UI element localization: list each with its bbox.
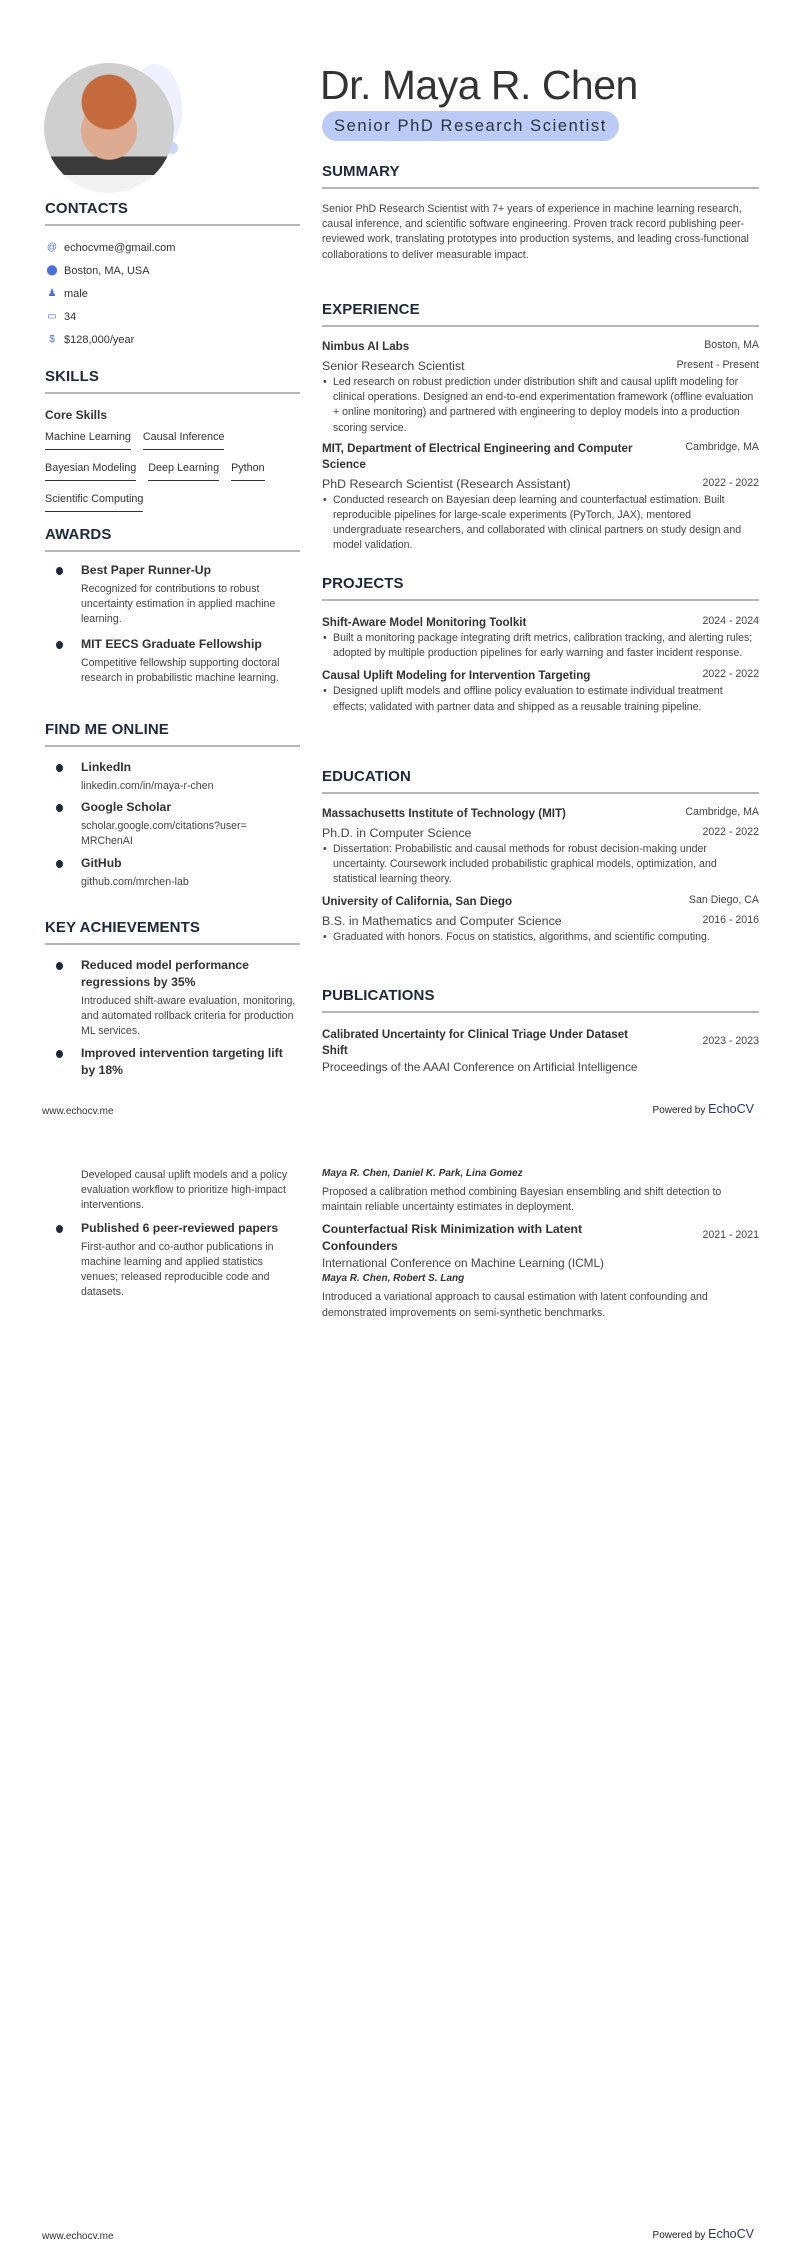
achievements-heading: KEY ACHIEVEMENTS bbox=[45, 919, 300, 945]
publication-item bbox=[322, 1027, 759, 1075]
contacts-heading: CONTACTS bbox=[45, 200, 300, 226]
education-degree-row bbox=[322, 912, 759, 930]
publication-desc: Introduced a variational approach to causal estimation with latent confounding and demonstrated improvements on semi-synthetic benchmarks. bbox=[322, 1291, 708, 1319]
education-dates: 2022 - 2022 bbox=[702, 826, 759, 838]
calendar-icon: ▭ bbox=[47, 311, 57, 322]
job-dates: 2022 - 2022 bbox=[702, 476, 759, 489]
summary-section bbox=[322, 163, 759, 263]
achievement-title: Improved intervention targeting lift by 18% bbox=[81, 1045, 283, 1077]
bullet-dot bbox=[56, 962, 63, 970]
profile-url[interactable]: linkedin.com/in/maya-r-chen bbox=[81, 780, 214, 792]
online-heading: FIND ME ONLINE bbox=[45, 721, 300, 747]
dollar-coin-icon: $ bbox=[49, 334, 55, 345]
skill-tag: Python bbox=[231, 462, 265, 481]
skill-tag: Deep Learning bbox=[148, 462, 219, 481]
achievements-section bbox=[45, 919, 300, 1079]
bullet-dot bbox=[56, 804, 63, 812]
skills-group-label: Core Skills bbox=[45, 408, 108, 422]
job-dates: Present - Present bbox=[676, 359, 759, 371]
contact-item bbox=[45, 305, 300, 328]
award-item bbox=[45, 562, 300, 628]
profile-name: GitHub bbox=[81, 855, 122, 870]
avatar bbox=[44, 63, 174, 193]
education-bullets bbox=[322, 930, 759, 945]
project-header bbox=[322, 668, 759, 684]
brand-name: EchoCV bbox=[708, 1102, 754, 1116]
contact-item bbox=[45, 328, 300, 351]
person-icon: ♟ bbox=[47, 288, 57, 299]
experience-item bbox=[322, 339, 759, 436]
publication-dates: 2021 - 2021 bbox=[702, 1229, 759, 1242]
publication-item bbox=[322, 1221, 759, 1320]
bullet-point: • Designed uplift models and offline policy evaluation to estimate individual treatment effects; validated with partner data and shipped as a reusable training pipeline. bbox=[333, 684, 759, 714]
company-name: MIT, Department of Electrical Engineering and Computer Science bbox=[322, 441, 633, 471]
powered-by-label: Powered by bbox=[652, 1105, 706, 1116]
project-bullets bbox=[322, 631, 759, 661]
experience-heading: EXPERIENCE bbox=[322, 301, 759, 327]
candidate-name: Dr. Maya R. Chen bbox=[320, 62, 638, 108]
profile-name: Google Scholar bbox=[81, 800, 172, 815]
awards-heading: AWARDS bbox=[45, 526, 300, 552]
publication-title: Calibrated Uncertainty for Clinical Triage Under Dataset Shift bbox=[322, 1028, 629, 1057]
achievement-item bbox=[45, 1220, 300, 1301]
experience-item bbox=[322, 441, 759, 554]
award-title: MIT EECS Graduate Fellowship bbox=[81, 636, 262, 651]
achievements-continued bbox=[45, 1168, 300, 1300]
school-location: San Diego, CA bbox=[688, 893, 759, 906]
profile-name: LinkedIn bbox=[81, 760, 132, 774]
award-desc: Competitive fellowship supporting doctoral research in probabilistic machine learning. bbox=[81, 656, 280, 684]
contact-item bbox=[45, 236, 300, 259]
degree: Ph.D. in Computer Science bbox=[322, 826, 472, 840]
skill-tag: Causal Inference bbox=[143, 431, 225, 450]
award-item bbox=[45, 636, 300, 686]
bullet-dot bbox=[56, 1225, 63, 1233]
award-title: Best Paper Runner-Up bbox=[81, 563, 212, 577]
bullet-point: • Conducted research on Bayesian deep learning and counterfactual estimation. Built reproducible pipelines for large-scale experiments (PyTorch, JAX), mentored undergraduate researchers, and collaborated with clinical partners on study design and model validation. bbox=[333, 493, 759, 554]
summary-heading: SUMMARY bbox=[322, 163, 759, 189]
company-name: Nimbus AI Labs bbox=[322, 340, 410, 353]
contact-text: Boston, MA, USA bbox=[64, 264, 150, 277]
education-item bbox=[322, 806, 759, 888]
publication-title: Counterfactual Risk Minimization with Latent Confounders bbox=[322, 1222, 583, 1254]
project-title: Shift-Aware Model Monitoring Toolkit bbox=[322, 616, 527, 629]
achievement-desc: Introduced shift-aware evaluation, monitoring, and automated rollback criteria for production ML services. bbox=[81, 995, 296, 1038]
contact-text: male bbox=[64, 287, 88, 300]
project-bullets bbox=[322, 684, 759, 714]
achievement-title: Reduced model performance regressions by 35% bbox=[81, 958, 249, 989]
publication-venue: International Conference on Machine Learning (ICML) bbox=[322, 1256, 604, 1271]
achievement-item bbox=[45, 1045, 300, 1079]
achievement-item bbox=[45, 957, 300, 1040]
projects-heading: PROJECTS bbox=[322, 575, 759, 601]
publications-heading: PUBLICATIONS bbox=[322, 987, 759, 1013]
bullet-point: • Built a monitoring package integrating drift metrics, calibration tracking, and alerting rules; adopted by multiple production pipelines for early warning and faster incident response. bbox=[333, 631, 759, 661]
education-header bbox=[322, 894, 759, 910]
achievement-item-continued bbox=[45, 1168, 300, 1214]
awards-section bbox=[45, 526, 300, 694]
education-heading: EDUCATION bbox=[322, 768, 759, 794]
projects-section bbox=[322, 575, 759, 722]
online-profile-item bbox=[45, 799, 300, 849]
location-pin-icon: ⬤ bbox=[46, 265, 58, 276]
skills-section bbox=[45, 368, 300, 520]
publication-authors: Maya R. Chen, Daniel K. Park, Lina Gomez bbox=[322, 1168, 523, 1179]
profile-url[interactable]: github.com/mrchen-lab bbox=[81, 875, 189, 888]
bullet-dot bbox=[56, 860, 63, 868]
brand-name: EchoCV bbox=[708, 2227, 754, 2241]
publication-dates: 2023 - 2023 bbox=[702, 1035, 759, 1047]
job-title: PhD Research Scientist (Research Assistant) bbox=[322, 476, 571, 491]
contact-item bbox=[45, 259, 300, 282]
degree: B.S. in Mathematics and Computer Science bbox=[322, 913, 562, 928]
experience-section bbox=[322, 301, 759, 559]
publications-section bbox=[322, 987, 759, 1075]
experience-header bbox=[322, 441, 759, 473]
project-header bbox=[322, 615, 759, 631]
job-title: Senior Research Scientist bbox=[322, 359, 465, 373]
contacts-section bbox=[45, 200, 300, 351]
school-name: Massachusetts Institute of Technology (MIT) bbox=[322, 807, 566, 820]
education-item bbox=[322, 894, 759, 945]
skill-tag: Scientific Computing bbox=[45, 493, 143, 512]
project-item bbox=[322, 668, 759, 714]
bullet-dot bbox=[56, 641, 63, 649]
achievement-desc: Developed causal uplift models and a policy evaluation workflow to prioritize high-impact interventions. bbox=[81, 1169, 288, 1212]
school-location: Cambridge, MA bbox=[685, 806, 759, 818]
contact-text: $128,000/year bbox=[64, 333, 135, 346]
education-header bbox=[322, 806, 759, 822]
bullet-dot bbox=[56, 567, 63, 575]
powered-by bbox=[653, 1102, 754, 1116]
company-location: Cambridge, MA bbox=[685, 440, 759, 453]
at-icon: @ bbox=[46, 242, 58, 253]
bullet-point: • Dissertation: Probabilistic and causal methods for robust decision-making under uncertainty. Coursework included probabilistic graphical models, optimization, and statistical learning theory. bbox=[333, 842, 759, 888]
project-dates: 2022 - 2022 bbox=[702, 668, 759, 681]
achievement-title: Published 6 peer-reviewed papers bbox=[81, 1220, 279, 1235]
company-location: Boston, MA bbox=[704, 339, 759, 351]
online-profile-item bbox=[45, 759, 300, 794]
footer-site[interactable]: www.echocv.me bbox=[42, 1106, 114, 1117]
profile-url[interactable]: scholar.google.com/citations?user=MRChenAI bbox=[81, 820, 247, 848]
award-desc: Recognized for contributions to robust uncertainty estimation in applied machine learning. bbox=[81, 583, 276, 626]
education-dates: 2016 - 2016 bbox=[702, 913, 759, 926]
bullet-dot bbox=[56, 1050, 63, 1058]
powered-by bbox=[653, 2227, 754, 2241]
school-name: University of California, San Diego bbox=[322, 894, 513, 908]
footer-site[interactable]: www.echocv.me bbox=[42, 2231, 114, 2242]
skills-heading: SKILLS bbox=[45, 368, 300, 394]
experience-bullets bbox=[322, 493, 759, 554]
project-title: Causal Uplift Modeling for Intervention Targeting bbox=[322, 669, 591, 683]
achievement-desc: First-author and co-author publications in machine learning and applied statistics venues; released reproducible code and datasets. bbox=[81, 1240, 274, 1299]
skill-tag: Bayesian Modeling bbox=[45, 462, 136, 481]
bullet-point: • Graduated with honors. Focus on statistics, algorithms, and scientific computing. bbox=[333, 930, 759, 945]
publications-continued bbox=[322, 1166, 759, 1321]
publication-venue: Proceedings of the AAAI Conference on Artificial Intelligence bbox=[322, 1060, 638, 1074]
publication-authors: Maya R. Chen, Robert S. Lang bbox=[322, 1273, 465, 1285]
project-item bbox=[322, 615, 759, 661]
education-bullets bbox=[322, 842, 759, 888]
contact-item bbox=[45, 282, 300, 305]
powered-by-label: Powered by bbox=[652, 2230, 706, 2241]
skill-tag: Machine Learning bbox=[45, 431, 131, 450]
experience-role-row bbox=[322, 475, 759, 493]
bullet-point: • Led research on robust prediction under distribution shift and causal uplift modeling for clinical operations. Designed an end-to-end experimentation framework (offline evaluation + online monitoring) and partnered with engineering to deploy models into a production scoring service. bbox=[333, 375, 759, 436]
education-degree-row bbox=[322, 824, 759, 842]
experience-bullets bbox=[322, 375, 759, 436]
summary-text: Senior PhD Research Scientist with 7+ years of experience in machine learning research, causal inference, and scientific software engineering. Proven track record publishing peer-reviewed work, translating prototypes into production systems, and leading cross-functional collaborations to deliver measurable impact. bbox=[322, 203, 749, 261]
contact-text: 34 bbox=[64, 310, 77, 323]
title-badge: Senior PhD Research Scientist bbox=[322, 111, 619, 141]
publication-desc: Proposed a calibration method combining Bayesian ensembling and shift detection to maintain reliable uncertainty estimates in deployment. bbox=[322, 1186, 722, 1214]
education-section bbox=[322, 768, 759, 951]
bullet-dot bbox=[56, 764, 63, 772]
experience-role-row bbox=[322, 357, 759, 375]
online-profile-item bbox=[45, 855, 300, 890]
contact-text: echocvme@gmail.com bbox=[64, 241, 176, 254]
experience-header bbox=[322, 339, 759, 355]
online-section bbox=[45, 721, 300, 895]
project-dates: 2024 - 2024 bbox=[702, 615, 759, 627]
